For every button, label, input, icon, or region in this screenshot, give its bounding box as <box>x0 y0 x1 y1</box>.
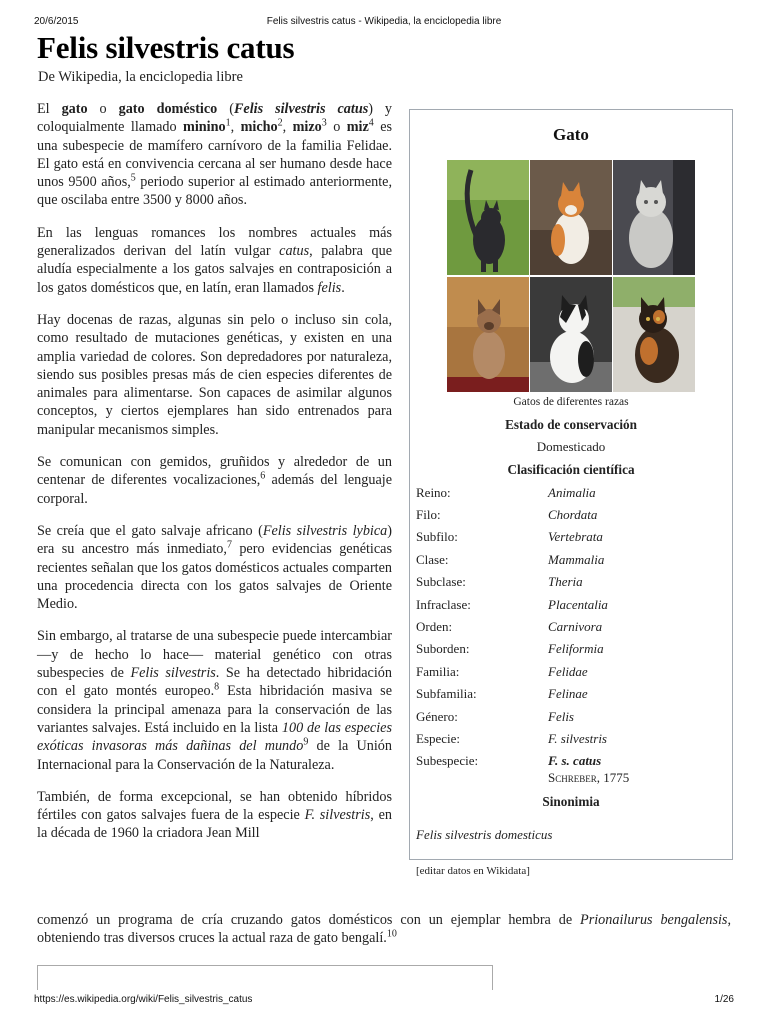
taxon-link[interactable]: Feliformia <box>548 641 604 656</box>
taxon-link[interactable]: Carnivora <box>548 619 603 634</box>
taxon-row-infraclase: Infraclase: Placentalia <box>416 597 608 612</box>
taxon-link[interactable]: Vertebrata <box>548 529 603 544</box>
conservation-header: Estado de conservación <box>505 417 637 432</box>
next-section-box <box>37 965 493 990</box>
taxon-link[interactable]: Animalia <box>548 485 596 500</box>
taxon-row-genero: Género: Felis <box>416 709 574 724</box>
paragraph-communication: Se comunican con gemidos, gruñidos y alrededor de un centenar de diferentes vocalizaciones,$^6$ además del lenguaje corporal. <box>37 454 393 507</box>
print-page-title: Felis silvestris catus - Wikipedia, la enciclopedia libre <box>266 16 502 27</box>
ref-5[interactable]: 5 <box>130 172 136 184</box>
infobox-title: Gato <box>553 125 589 144</box>
gallery-caption: Gatos de diferentes razas <box>513 396 629 408</box>
photo-black-white-cat[interactable] <box>530 277 612 392</box>
taxon-row-clase: Clase: Mammalia <box>416 552 605 567</box>
taxon-row-suborden: Suborden: Feliformia <box>416 641 604 656</box>
cat-photo-gallery <box>447 160 695 392</box>
scientific-name: Felis silvestris catus <box>233 101 369 117</box>
photo-tortoiseshell-cat[interactable] <box>613 277 695 392</box>
print-url: https://es.wikipedia.org/wiki/Felis_silvestris_catus <box>34 994 253 1005</box>
print-header <box>34 16 734 30</box>
synonymy-header: Sinonimia <box>542 794 600 809</box>
taxon-row-subfamilia: Subfamilia: Felinae <box>416 686 588 701</box>
taxon-link[interactable]: Felinae <box>548 686 588 701</box>
taxon-row-filo: Filo: Chordata <box>416 507 598 522</box>
photo-orange-white-cat[interactable] <box>530 160 612 275</box>
ref-1[interactable]: 1 <box>225 117 231 129</box>
taxon-row-especie: Especie: F. silvestris <box>416 731 607 746</box>
synonym: Felis silvestris domesticus <box>416 827 553 842</box>
ref-9[interactable]: 9 <box>303 736 309 748</box>
classification-header: Clasificación científica <box>507 462 635 477</box>
paragraph-hybrids: También, de forma excepcional, se han obtenido híbridos fértiles con gatos salvajes fuera de la especie F. silvestris, en la década de 1960 la criadora Jean Mill <box>37 788 392 842</box>
taxon-link[interactable]: Mammalia <box>548 552 605 567</box>
article-body <box>37 100 392 857</box>
paragraph-hybridization: Sin embargo, al tratarse de una subespecie puede intercambiar —y de hecho lo hace— material genético con otras subespecies de Felis silvestris. Se ha detectado hibridación con el gato montés europeo.$^8$ Esta hibridación masiva se considera la principal amenaza para la conservación de las variantes salvajes. Está incluido en la lista 100 de las especies exóticas invasoras más dañinas del mundo$^9$ de la Unión Internacional para la Conservación de la Naturaleza. <box>37 628 393 773</box>
authority-name-link[interactable]: Schreber <box>548 770 597 785</box>
paragraph-etymology: En las lenguas romances los nombres actuales más generalizados derivan del latín vulgar catus, palabra que aludía especialmente a los gatos salvajes en contraposición a los gatos domésticos que, en latín, eran llamados felis. <box>37 224 392 296</box>
ref-10[interactable]: 10 <box>386 928 397 940</box>
taxon-link[interactable]: Placentalia <box>548 597 608 612</box>
taxon-row-subespecie: Subespecie: F. s. catus <box>416 753 602 768</box>
taxon-row-familia: Familia: Felidae <box>416 664 588 679</box>
article-subtitle: De Wikipedia, la enciclopedia libre <box>38 69 243 85</box>
taxon-link[interactable]: Theria <box>548 574 583 589</box>
taxon-row-subclase: Subclase: Theria <box>416 574 583 589</box>
photo-black-cat[interactable] <box>447 160 529 275</box>
term-gato-domestico: gato doméstico <box>118 101 218 117</box>
page-counter: 1/26 <box>714 994 734 1005</box>
ref-2[interactable]: 2 <box>277 117 283 129</box>
taxobox <box>409 109 733 877</box>
taxon-row-reino: Reino: Animalia <box>416 485 596 500</box>
paragraph-intro: El gato o gato doméstico (Felis silvestris catus) y coloquialmente llamado minino$^1$, micho$^2$, mizo$^3$ o miz$^4$ es una subespecie de mamífero carnívoro de la familia Felidae. El gato está en convivencia cercana al ser humano desde hace unos 9500 años,$^5$ periodo superior al estimado anteriormente, que oscilaba entre 3500 y 8000 años. <box>37 101 393 209</box>
invasive-species-link[interactable]: 100 de las especies exóticas invasoras más dañinas del mundo <box>37 719 392 755</box>
taxon-row-subfilo: Subfilo: Vertebrata <box>416 529 603 544</box>
taxon-row-orden: Orden: Carnivora <box>416 619 603 634</box>
print-footer <box>34 994 734 1008</box>
paragraph-breeds: Hay docenas de razas, algunas sin pelo o incluso sin cola, como resultado de mutaciones genéticas, y existen en una amplia variedad de colores. Son depredadores por naturaleza, siendo sus posibles presas más de cien especies diferentes de animales para alimentarse. Son capaces de asimilar algunos conceptos, y ciertos ejemplares han sido entrenados para manipular mecanismos simples. <box>37 311 392 438</box>
term-gato: gato <box>61 101 88 117</box>
photo-burmese-cat[interactable] <box>447 277 529 392</box>
paragraph-hybrids-continued: comenzó un programa de cría cruzando gatos domésticos con un ejemplar hembra de Prionailurus bengalensis, obteniendo tras diversos cruces la actual raza de gato bengalí.$^{10}$ <box>37 912 732 947</box>
subspecies-name: F. s. catus <box>548 753 602 768</box>
taxon-link[interactable]: Chordata <box>548 507 598 522</box>
article-title: Felis silvestris catus <box>37 30 295 65</box>
ref-8[interactable]: 8 <box>214 681 220 693</box>
taxon-link[interactable]: F. silvestris <box>548 731 607 746</box>
taxon-link[interactable]: Felidae <box>548 664 588 679</box>
ref-6[interactable]: 6 <box>260 470 266 482</box>
print-date: 20/6/2015 <box>34 16 79 27</box>
ref-4[interactable]: 4 <box>368 117 374 129</box>
ref-7[interactable]: 7 <box>226 539 232 551</box>
paragraph-ancestry: Se creía que el gato salvaje africano (Felis silvestris lybica) era su ancestro más inmediato,$^7$ pero evidencias genéticas recientes señalan que los gatos domésticos actuales comparten una procedencia directa con los gatos salvajes de Oriente Medio. <box>37 522 392 613</box>
taxon-link[interactable]: Felis <box>548 709 574 724</box>
ref-3[interactable]: 3 <box>321 117 327 129</box>
photo-grey-longhair-cat[interactable] <box>613 160 695 275</box>
wikidata-edit-link[interactable]: [editar datos en Wikidata] <box>416 865 530 877</box>
taxon-authority: Schreber, 1775 <box>548 770 630 785</box>
conservation-status[interactable]: Domesticado <box>536 439 606 454</box>
